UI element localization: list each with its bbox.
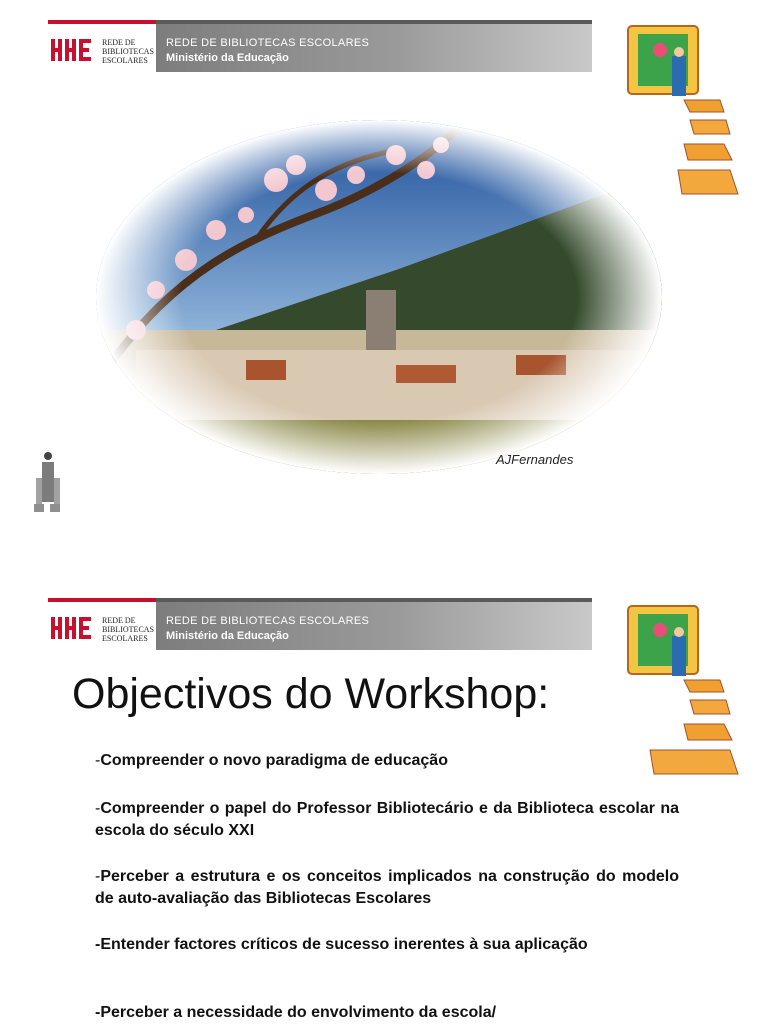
rbe-logo-mark-icon xyxy=(51,615,99,641)
photo-credit: AJFernandes xyxy=(496,452,574,467)
header-ministry: Ministério da Educação xyxy=(166,630,289,642)
logo-text-line-1: REDE DE xyxy=(102,38,136,47)
objective-item xyxy=(95,934,679,956)
objective-dash: - xyxy=(95,800,101,817)
objective-dash: - xyxy=(95,752,101,769)
logo-text-line-1: REDE DE xyxy=(102,616,136,625)
town-landscape-photo xyxy=(96,120,662,475)
header-banner xyxy=(48,20,592,72)
rbe-logo-mark-icon xyxy=(51,37,99,63)
objective-item xyxy=(95,1002,679,1024)
objective-item xyxy=(95,866,679,910)
rbe-logo xyxy=(48,20,156,72)
rbe-logo xyxy=(48,598,156,650)
slide-title: Objectivos do Workshop: xyxy=(72,670,550,718)
objective-item xyxy=(95,750,679,772)
header-org-name: REDE DE BIBLIOTECAS ESCOLARES xyxy=(166,615,370,627)
header-ministry: Ministério da Educação xyxy=(166,52,289,64)
logo-text-line-2: BIBLIOTECAS xyxy=(102,625,154,634)
objective-dash: - xyxy=(95,868,101,885)
header-banner xyxy=(48,598,592,650)
logo-red-bar xyxy=(48,598,156,602)
logo-text-line-2: BIBLIOTECAS xyxy=(102,47,154,56)
logo-red-bar xyxy=(48,20,156,24)
logo-text-line-3: ESCOLARES xyxy=(102,634,148,643)
objective-text: Perceber a estrutura e os conceitos implicados na construção do modelo de auto-avaliação das Bibliotecas Escolares xyxy=(95,868,679,907)
objective-text: -Entender factores críticos de sucesso inerentes à sua aplicação xyxy=(95,936,588,953)
objective-text: Compreender o novo paradigma de educação xyxy=(100,752,448,769)
objective-text: -Perceber a necessidade do envolvimento da escola/ xyxy=(95,1004,497,1021)
header-grey-top-line xyxy=(156,20,592,24)
header-org-name: REDE DE BIBLIOTECAS ESCOLARES xyxy=(166,37,370,49)
header-grey-top-line xyxy=(156,598,592,602)
slide-objectives xyxy=(0,512,768,1024)
logo-text-line-3: ESCOLARES xyxy=(102,56,148,65)
objective-text: Compreender o papel do Professor Bibliotecário e da Biblioteca escolar na escola do século XXI xyxy=(95,800,679,839)
objective-item xyxy=(95,798,679,842)
